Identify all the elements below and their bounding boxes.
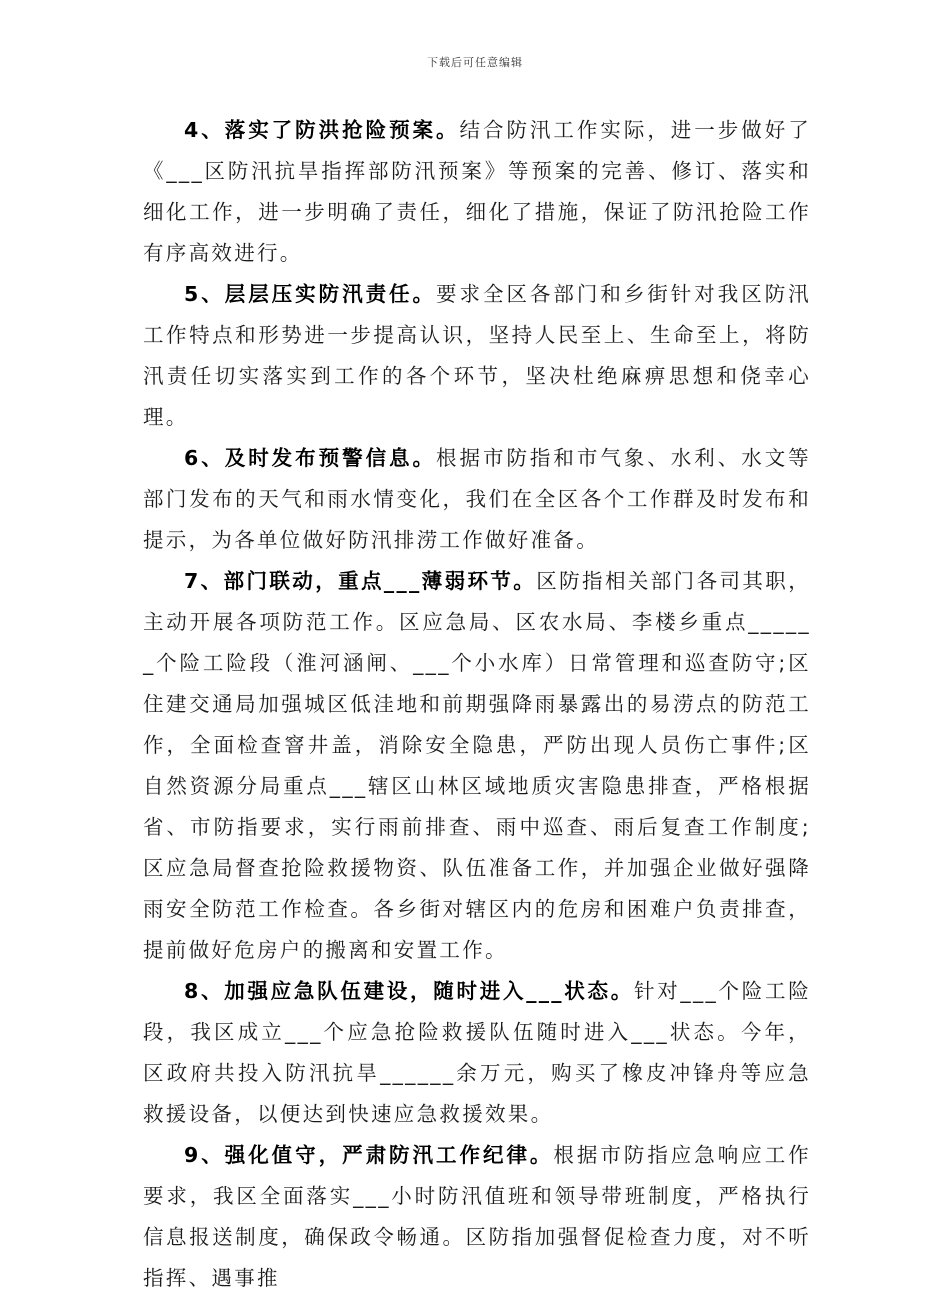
paragraph-text: 根据市防指和市气象、水利、水文等部门发布的天气和雨水情变化，我们在全区各个工作群及时发布和提示，为各单位做好防汛排涝工作做好准备。 <box>143 446 811 552</box>
paragraph-6 <box>143 438 811 561</box>
paragraph-7 <box>143 561 811 971</box>
paragraph-text: 要求全区各部门和乡街针对我区防汛工作特点和形势进一步提高认识，坚持人民至上、生命至上，将防汛责任切实落实到工作的各个环节，坚决杜绝麻痹思想和侥幸心理。 <box>143 282 811 429</box>
paragraph-heading: 6、及时发布预警信息。 <box>184 446 437 470</box>
paragraph-heading: 9、强化值守，严肃防汛工作纪律。 <box>184 1143 554 1167</box>
paragraph-text: 根据市防指应急响应工作要求，我区全面落实___小时防汛值班和领导带班制度，严格执行信息报送制度，确保政令畅通。区防指加强督促检查力度，对不听指挥、遇事推 <box>143 1143 811 1290</box>
paragraph-heading: 5、层层压实防汛责任。 <box>184 282 437 306</box>
paragraph-4 <box>143 110 811 274</box>
paragraph-text: 针对___个险工险段，我区成立___个应急抢险救援队伍随时进入___状态。今年，区政府共投入防汛抗旱______余万元，购买了橡皮冲锋舟等应急救援设备，以便达到快速应急救援效果。 <box>143 979 811 1126</box>
paragraph-text: 结合防汛工作实际，进一步做好了《___区防汛抗旱指挥部防汛预案》等预案的完善、修订、落实和细化工作，进一步明确了责任，细化了措施，保证了防汛抢险工作有序高效进行。 <box>143 118 811 265</box>
paragraph-text: 区防指相关部门各司其职，主动开展各项防范工作。区应急局、区农水局、李楼乡重点______个险工险段（淮河涵闸、___个小水库）日常管理和巡查防守;区住建交通局加强城区低洼地和前期强降雨暴露出的易涝点的防范工作，全面检查窨井盖，消除安全隐患，严防出现人员伤亡事件;区自然资源分局重点___辖区山林区域地质灾害隐患排查，严格根据省、市防指要求，实行雨前排查、雨中巡查、雨后复查工作制度;区应急局督查抢险救援物资、队伍准备工作，并加强企业做好强降雨安全防范工作检查。各乡街对辖区内的危房和困难户负责排查，提前做好危房户的搬离和安置工作。 <box>143 569 811 962</box>
paragraph-heading: 4、落实了防洪抢险预案。 <box>184 118 460 142</box>
paragraph-heading: 8、加强应急队伍建设，随时进入___状态。 <box>184 979 634 1003</box>
page-header: 下载后可任意编辑 <box>427 56 523 69</box>
paragraph-8 <box>143 971 811 1135</box>
document-body <box>143 110 811 1299</box>
paragraph-5 <box>143 274 811 438</box>
paragraph-heading: 7、部门联动，重点___薄弱环节。 <box>184 569 537 593</box>
paragraph-9 <box>143 1135 811 1299</box>
